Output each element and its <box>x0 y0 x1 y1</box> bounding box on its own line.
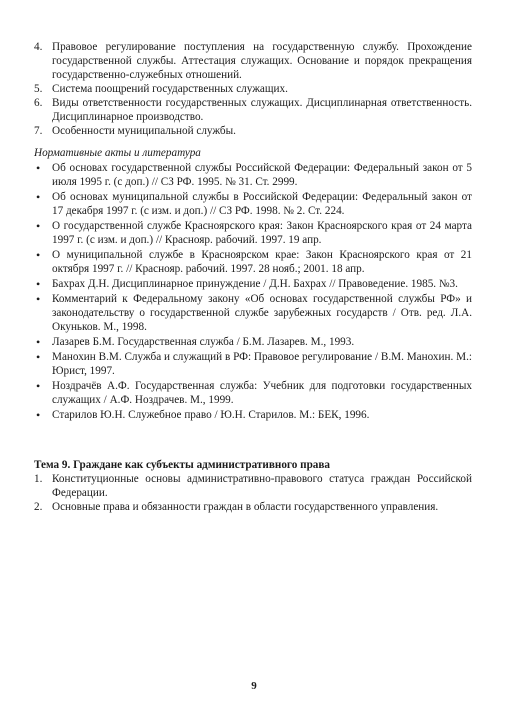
list-item <box>34 500 472 514</box>
bullet-icon: • <box>36 248 41 262</box>
reference-item <box>34 408 472 422</box>
page-content <box>34 40 472 514</box>
list-item <box>34 82 472 96</box>
reference-item <box>34 219 472 247</box>
item-text: Особенности муниципальной службы. <box>52 125 236 137</box>
reference-text: О государственной службе Красноярского края: Закон Красноярского края от 24 марта 1997 г. (с изм. и доп.) // Краснояр. рабочий. 1997. 19 апр. <box>52 220 472 246</box>
reference-item <box>34 161 472 189</box>
item-number: 1. <box>34 473 43 485</box>
list-item <box>34 40 472 82</box>
bullet-icon: • <box>36 190 41 204</box>
item-text: Конституционные основы административно-правового статуса граждан Российской Федерации. <box>52 473 472 499</box>
item-text: Виды ответственности государственных служащих. Дисциплинарная ответственность. Дисциплинарное производство. <box>52 97 472 123</box>
bullet-icon: • <box>36 277 41 291</box>
reference-text: Комментарий к Федеральному закону «Об основах государственной службы РФ» и законодательству о государственной службе зарубежных государств / Отв. ред. Л.А. Окуньков. М., 1998. <box>52 293 472 333</box>
topic-questions-list <box>34 40 472 138</box>
bullet-icon: • <box>36 350 41 364</box>
topic9-questions-list <box>34 472 472 514</box>
references-list <box>34 161 472 422</box>
item-number: 6. <box>34 97 43 109</box>
bullet-icon: • <box>36 408 41 422</box>
item-text: Правовое регулирование поступления на государственную службу. Прохождение государственной службы. Аттестация служащих. Основание и порядок прекращения государственно-служебных отношений. <box>52 41 472 81</box>
item-text: Основные права и обязанности граждан в области государственного управления. <box>52 501 439 513</box>
list-item <box>34 124 472 138</box>
reference-text: Бахрах Д.Н. Дисциплинарное принуждение / Д.Н. Бахрах // Правоведение. 1985. №3. <box>52 278 458 290</box>
references-heading: Нормативные акты и литература <box>34 147 201 159</box>
reference-item <box>34 379 472 407</box>
reference-text: Лазарев Б.М. Государственная служба / Б.М. Лазарев. М., 1993. <box>52 336 355 348</box>
item-number: 4. <box>34 41 43 53</box>
bullet-icon: • <box>36 335 41 349</box>
item-number: 5. <box>34 83 43 95</box>
bullet-icon: • <box>36 379 41 393</box>
topic-heading: Тема 9. Граждане как субъекты административного права <box>34 459 331 471</box>
page-number: 9 <box>251 680 257 692</box>
item-text: Система поощрений государственных служащих. <box>52 83 288 95</box>
bullet-icon: • <box>36 161 41 175</box>
reference-text: Манохин В.М. Служба и служащий в РФ: Правовое регулирование / В.М. Манохин. М.: Юрист, 1997. <box>52 351 472 377</box>
reference-item <box>34 350 472 378</box>
reference-item <box>34 190 472 218</box>
reference-text: О муниципальной службе в Красноярском крае: Закон Красноярского края от 21 октября 1997 г. // Краснояр. рабочий. 1997. 28 нояб.; 2001. 18 апр. <box>52 249 472 275</box>
bullet-icon: • <box>36 292 41 306</box>
reference-item <box>34 292 472 334</box>
reference-item <box>34 248 472 276</box>
item-number: 2. <box>34 501 43 513</box>
list-item <box>34 96 472 124</box>
reference-item <box>34 277 472 291</box>
reference-text: Старилов Ю.Н. Служебное право / Ю.Н. Старилов. М.: БЕК, 1996. <box>52 409 370 421</box>
reference-text: Об основах муниципальной службы в Российской Федерации: Федеральный закон от 17 декабря 1997 г. (с изм. и доп.) // СЗ РФ. 1998. № 2. Ст. 224. <box>52 191 472 217</box>
item-number: 7. <box>34 125 43 137</box>
list-item <box>34 472 472 500</box>
reference-text: Об основах государственной службы Российской Федерации: Федеральный закон от 5 июля 1995 г. (с доп.) // СЗ РФ. 1995. № 31. Ст. 2999. <box>52 162 472 188</box>
reference-text: Ноздрачёв А.Ф. Государственная служба: Учебник для подготовки государственных служащих / А.Ф. Ноздрачев. М., 1999. <box>52 380 472 406</box>
reference-item <box>34 335 472 349</box>
bullet-icon: • <box>36 219 41 233</box>
